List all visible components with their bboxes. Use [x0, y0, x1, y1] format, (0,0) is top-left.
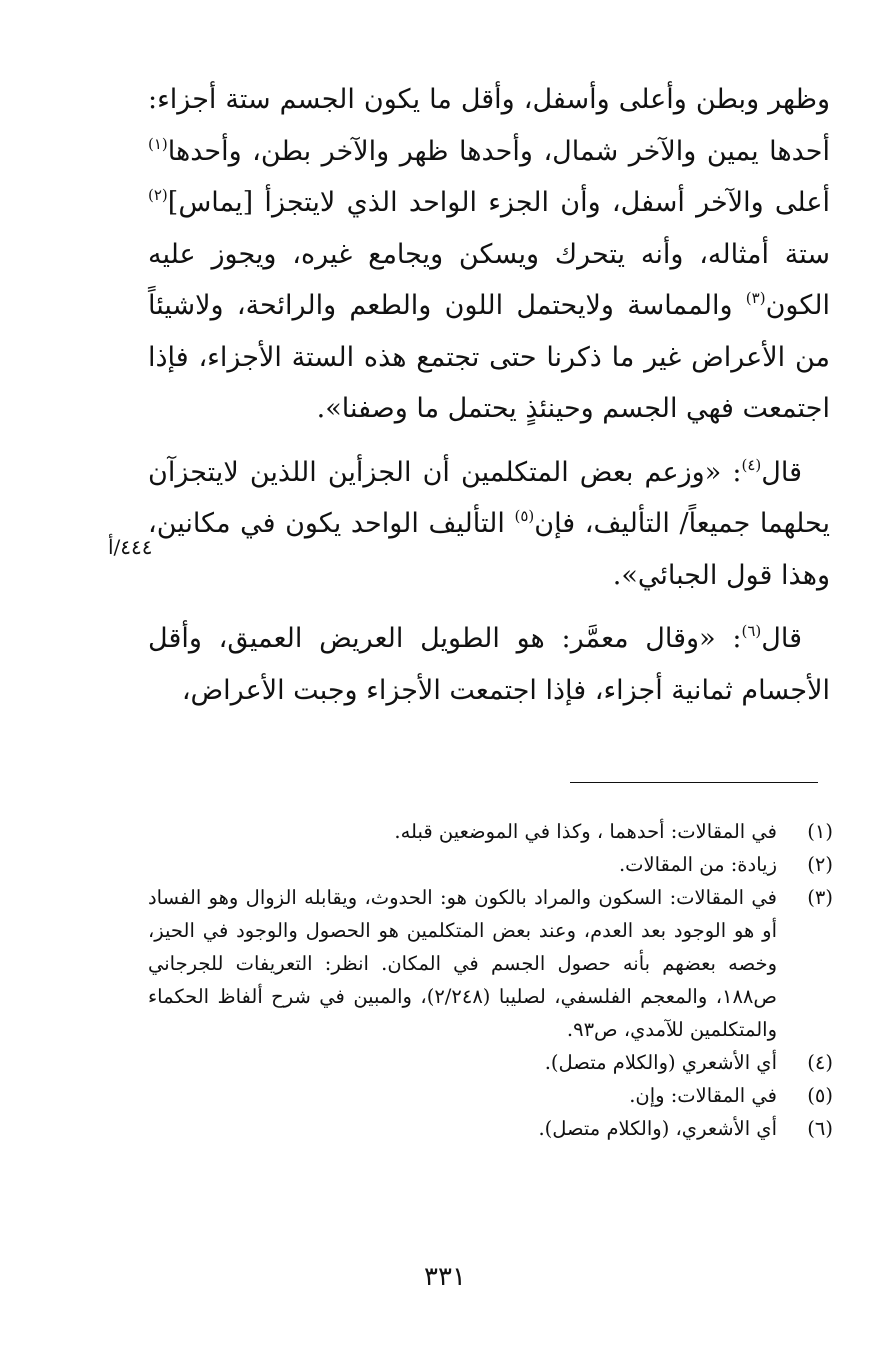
paragraph-text: ستة أمثاله، وأنه يتحرك ويسكن ويجامع غيره، ويجوز عليه الكون: [148, 238, 830, 321]
footnote-reference-5[interactable]: (٥): [514, 507, 535, 525]
paragraph-3: [148, 613, 830, 716]
footnote-item: [148, 815, 833, 848]
footnote-item: [148, 848, 833, 881]
paragraph-text: قال: [761, 456, 802, 488]
footnote-text: في المقالات: السكون والمراد بالكون هو: الحدوث، ويقابله الزوال وهو الفساد أو هو الوجود بعد العدم، وعند بعض المتكلمين هو الحصول والوجود في الحيز، وخصه بعضهم بأنه حصول الجسم في المكان. انظر: التعريفات للجرجاني ص١٨٨، والمعجم الفلسفي، لصليبا (٢/٢٤٨)، والمبين في شرح ألفاظ الحكماء والمتكلمين للآمدي، ص٩٣.: [148, 886, 777, 1041]
footnote-text: في المقالات: أحدهما ، وكذا في الموضعين قبله.: [394, 820, 777, 843]
footnote-number: (١): [807, 820, 833, 843]
paragraph-1: [148, 74, 830, 435]
paragraph-text: قال: [761, 623, 802, 654]
footnote-number: (٥): [807, 1084, 833, 1107]
footnote-item: [148, 1079, 833, 1112]
footnote-reference-1[interactable]: (١): [148, 134, 168, 153]
paragraph-text: التأليف الواحد يكون في مكانين، وهذا قول الجبائي».: [148, 508, 830, 591]
footnote-item: [148, 1112, 833, 1145]
footnote-text: في المقالات: وإن.: [629, 1084, 777, 1107]
footnote-text: أي الأشعري، (والكلام متصل).: [538, 1117, 777, 1140]
paragraph-text: أعلى والآخر أسفل، وأن الجزء الواحد الذي لايتجزأ [يماس]: [167, 187, 830, 218]
paragraph-text: : «وقال معمَّر: هو الطويل العريض العميق، وأقل الأجسام ثمانية أجزاء، فإذا اجتمعت الأجزاء وجبت الأعراض،: [148, 623, 830, 706]
footnote-number: (٤): [807, 1051, 833, 1074]
footnote-reference-3[interactable]: (٣): [745, 289, 766, 307]
footnote-number: (٢): [807, 853, 833, 876]
footnote-text: زيادة: من المقالات.: [618, 853, 777, 876]
footnote-divider: [570, 782, 818, 783]
footnote-reference-2[interactable]: (٢): [148, 186, 168, 204]
footnote-item: [148, 1046, 833, 1079]
paragraph-text: والمماسة ولايحتمل اللون والطعم والرائحة، ولاشيئاً من الأعراض غير ما ذكرنا حتى تجتمع هذه الستة الأجزاء، فإذا اجتمعت فهي الجسم وحينئذٍ يحتمل ما وصفنا».: [148, 290, 830, 424]
manuscript-folio-marker: ٤٤٤/أ: [108, 535, 153, 559]
main-text: [148, 74, 830, 716]
footnote-number: (٣): [807, 886, 833, 909]
paragraph-text: وظهر وبطن وأعلى وأسفل، وأقل ما يكون الجسم ستة أجزاء: أحدها يمين والآخر شمال، وأحدها ظهر والآخر بطن، وأحدها: [148, 84, 830, 167]
footnote-item: [148, 881, 833, 1046]
paragraph-2: [148, 447, 830, 602]
footnote-reference-4[interactable]: (٤): [741, 455, 762, 474]
footnote-number: (٦): [807, 1117, 833, 1140]
paragraph-text: : «وزعم بعض المتكلمين أن الجزأين اللذين لايتجزآن يحلهما جميعاً/ التأليف، فإن: [148, 456, 830, 539]
footnote-text: أي الأشعري (والكلام متصل).: [544, 1051, 777, 1074]
page-number: ٣٣١: [424, 1262, 466, 1292]
footnotes: [148, 815, 833, 1145]
footnote-reference-6[interactable]: (٦): [741, 622, 762, 640]
